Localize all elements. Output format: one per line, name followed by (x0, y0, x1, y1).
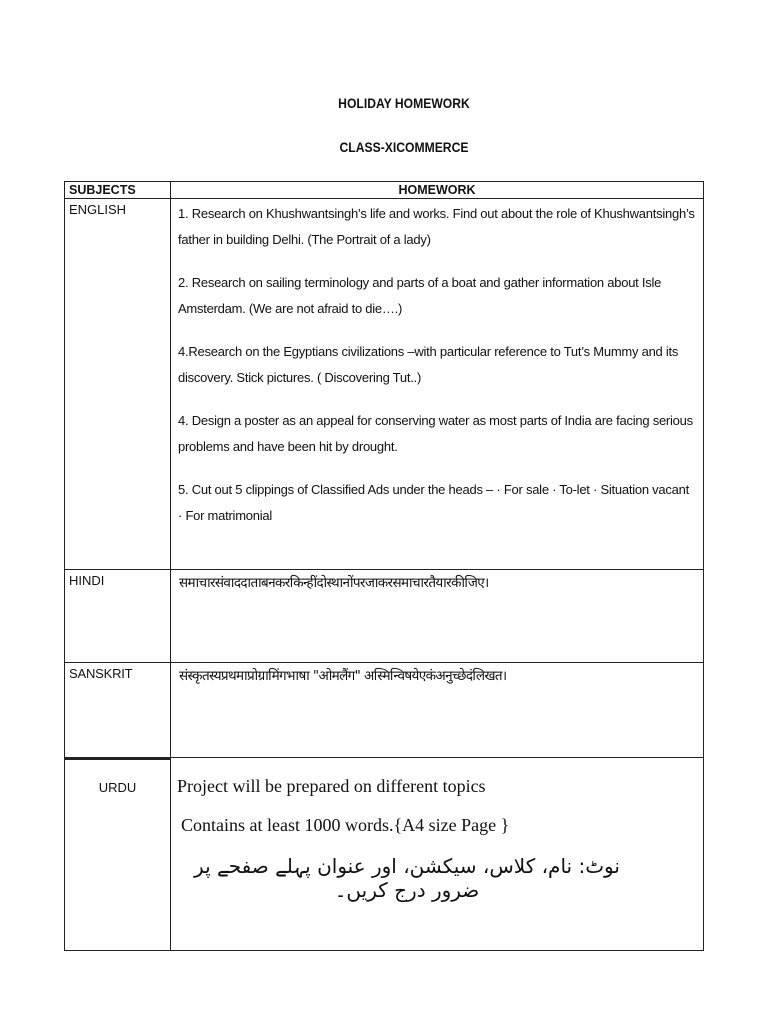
english-tasks (171, 199, 704, 570)
table-header-row (65, 182, 704, 199)
homework-table (64, 181, 704, 951)
homework-column-header: HOMEWORK (171, 182, 704, 199)
table-row-sanskrit (65, 663, 704, 758)
class-subtitle: CLASS-XICOMMERCE (339, 140, 469, 155)
english-task-3: 4.Research on the Egyptians civilizations –with particular reference to Tut’s Mummy and its discovery. Stick pictures. ( Discovering Tut..) (178, 344, 679, 385)
subject-urdu-cell (65, 758, 171, 951)
table-row-english (65, 199, 704, 570)
subjects-column-header: SUBJECTS (65, 182, 171, 199)
urdu-tasks (171, 758, 704, 951)
subject-hindi: HINDI (65, 570, 171, 663)
table-row-hindi (65, 570, 704, 663)
english-task-4: 4. Design a poster as an appeal for conserving water as most parts of India are facing serious problems and have been hit by drought. (178, 413, 693, 454)
hindi-task: समाचारसंवाददाताबनकरकिन्हींदोस्थानोंपरजाकरसमाचारतैयारकीजिए। (171, 570, 704, 663)
table-row-urdu (65, 758, 704, 951)
page-title: HOLIDAY HOMEWORK (338, 96, 470, 111)
urdu-line-2: Contains at least 1000 words.{A4 size Page } (181, 815, 510, 835)
subject-english: ENGLISH (65, 199, 171, 570)
english-task-5: 5. Cut out 5 clippings of Classified Ads under the heads – · For sale · To-let · Situation vacant · For matrimonial (178, 482, 689, 523)
subject-urdu: URDU (98, 780, 137, 795)
urdu-line-1: Project will be prepared on different topics (177, 776, 486, 796)
sanskrit-task: संस्कृतस्यप्रथमाप्रोग्रामिंगभाषा "ओमलैंग" अस्मिन्विषयेएकंअनुच्छेदंलिखत। (171, 663, 704, 758)
divider (65, 758, 170, 760)
urdu-note: نوٹ: نام، کلاس، سیکشن، اور عنوان پہلے صفحے پر ضرور درج کریں۔ (194, 854, 620, 902)
english-task-1: 1. Research on Khushwantsingh’s life and works. Find out about the role of Khushwantsingh’s father in building Delhi. (The Portrait of a lady) (178, 206, 695, 247)
subject-sanskrit: SANSKRIT (65, 663, 171, 758)
english-task-2: 2. Research on sailing terminology and parts of a boat and gather information about Isle Amsterdam. (We are not afraid to die….) (178, 275, 662, 316)
